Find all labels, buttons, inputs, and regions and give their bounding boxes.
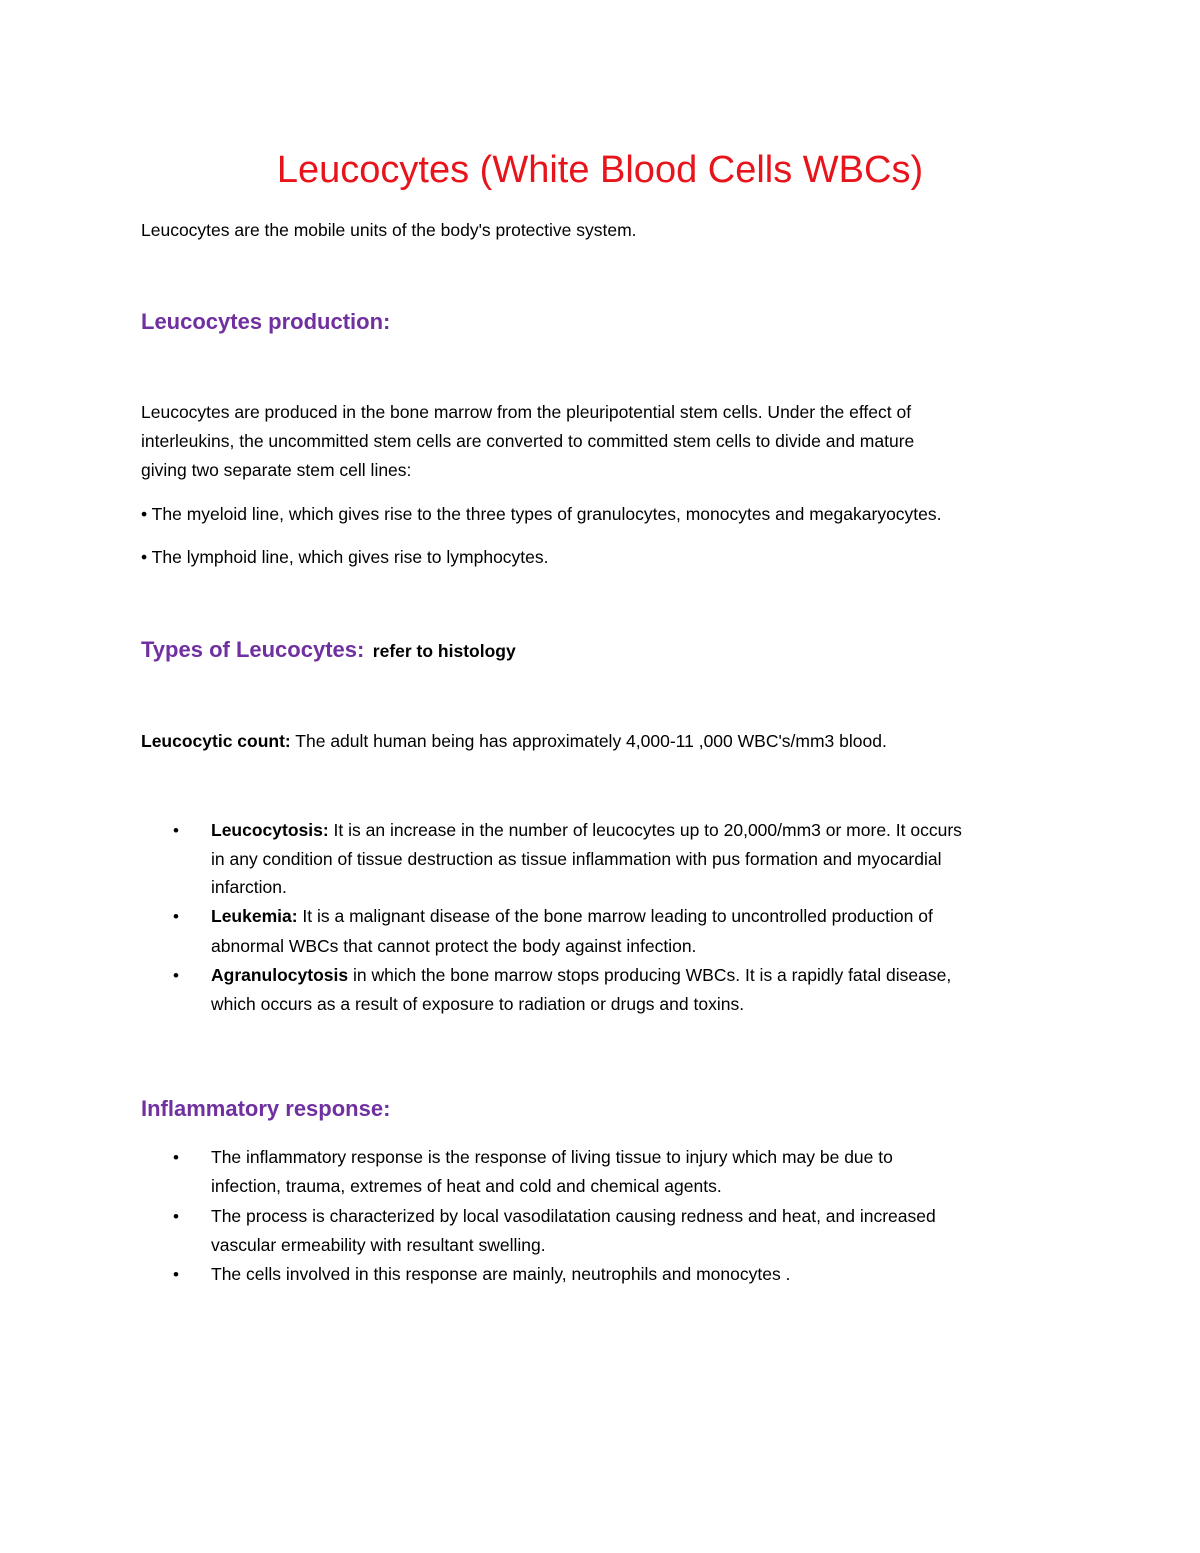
page-title: Leucocytes (White Blood Cells WBCs) bbox=[276, 149, 924, 191]
lymphoid-line-item: • The lymphoid line, which gives rise to lymphocytes. bbox=[141, 547, 549, 567]
leucocytosis-term: Leucocytosis: bbox=[211, 820, 329, 840]
count-label: Leucocytic count: bbox=[141, 731, 291, 751]
bullet-icon: • bbox=[173, 907, 179, 926]
myeloid-line-item: • The myeloid line, which gives rise to the three types of granulocytes, monocytes and megakaryocytes. bbox=[141, 504, 942, 524]
leucocytosis-line-3: infarction. bbox=[211, 877, 287, 897]
leukemia-line-1 bbox=[211, 902, 933, 931]
production-para-line-3: giving two separate stem cell lines: bbox=[141, 460, 412, 480]
leukemia-text-1: It is a malignant disease of the bone marrow leading to uncontrolled production of bbox=[297, 906, 933, 926]
leukemia-term: Leukemia: bbox=[211, 906, 298, 926]
bullet-icon: • bbox=[173, 1207, 179, 1226]
leucocytosis-line-1 bbox=[211, 816, 962, 845]
leukemia-line-2: abnormal WBCs that cannot protect the body against infection. bbox=[211, 936, 697, 956]
leucocytosis-text-1: It is an increase in the number of leucocytes up to 20,000/mm3 or more. It occurs bbox=[328, 820, 962, 840]
production-para-line-2: interleukins, the uncommitted stem cells are converted to committed stem cells to divide and mature bbox=[141, 431, 915, 451]
agranulocytosis-text-1: in which the bone marrow stops producing WBCs. It is a rapidly fatal disease, bbox=[348, 965, 952, 985]
intro-text: Leucocytes are the mobile units of the body's protective system. bbox=[141, 220, 637, 240]
agranulocytosis-line-1 bbox=[211, 961, 951, 990]
agranulocytosis-term: Agranulocytosis bbox=[211, 965, 349, 985]
inflammatory-item-3-line-1: The cells involved in this response are mainly, neutrophils and monocytes . bbox=[211, 1264, 791, 1284]
count-row bbox=[141, 727, 887, 756]
types-note: refer to histology bbox=[372, 641, 516, 661]
bullet-icon: • bbox=[173, 966, 179, 985]
bullet-icon: • bbox=[173, 1265, 179, 1284]
inflammatory-heading: Inflammatory response: bbox=[141, 1096, 391, 1121]
types-heading: Types of Leucocytes: bbox=[141, 637, 365, 662]
production-para-line-1: Leucocytes are produced in the bone marrow from the pleuripotential stem cells. Under the effect of bbox=[141, 402, 912, 422]
production-heading: Leucocytes production: bbox=[141, 309, 391, 334]
bullet-icon: • bbox=[173, 1148, 179, 1167]
count-text: The adult human being has approximately 4,000-11 ,000 WBC's/mm3 blood. bbox=[290, 731, 887, 751]
inflammatory-item-1-line-1: The inflammatory response is the response of living tissue to injury which may be due to bbox=[211, 1147, 893, 1167]
inflammatory-item-2-line-1: The process is characterized by local vasodilatation causing redness and heat, and increased bbox=[211, 1206, 936, 1226]
types-row bbox=[141, 634, 516, 666]
inflammatory-item-1-line-2: infection, trauma, extremes of heat and cold and chemical agents. bbox=[211, 1176, 722, 1196]
inflammatory-item-2-line-2: vascular ermeability with resultant swelling. bbox=[211, 1235, 546, 1255]
leucocytosis-line-2: in any condition of tissue destruction as tissue inflammation with pus formation and myocardial bbox=[211, 849, 942, 869]
bullet-icon: • bbox=[173, 821, 179, 840]
agranulocytosis-line-2: which occurs as a result of exposure to radiation or drugs and toxins. bbox=[211, 994, 745, 1014]
